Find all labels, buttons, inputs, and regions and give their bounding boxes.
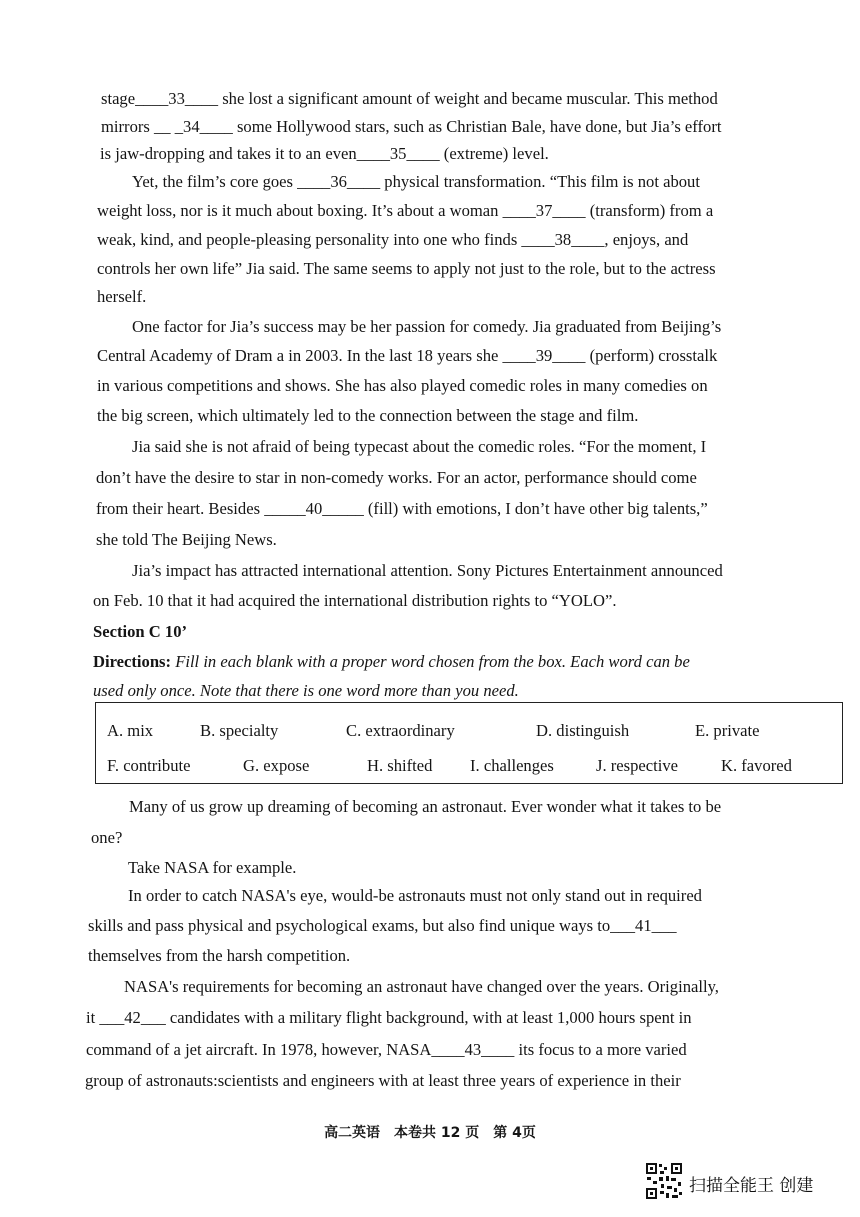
text-line: she told The Beijing News. bbox=[96, 530, 277, 549]
text-line: Yet, the film’s core goes ____36____ physical transformation. “This film is not about bbox=[132, 172, 700, 191]
text-line: from their heart. Besides _____40_____ (fill) with emotions, I don’t have other big talents,” bbox=[96, 499, 708, 518]
page-footer: 高二英语 本卷共 12 页 第 4页 bbox=[324, 1125, 536, 1141]
text-line: the big screen, which ultimately led to the connection between the stage and film. bbox=[97, 406, 639, 425]
text-line: skills and pass physical and psychological exams, but also find unique ways to___41___ bbox=[88, 916, 677, 935]
text-line: Jia said she is not afraid of being typecast about the comedic roles. “For the moment, I bbox=[132, 437, 707, 456]
word-option: H. shifted bbox=[367, 756, 433, 775]
word-option: I. challenges bbox=[470, 756, 554, 775]
text-line: weak, kind, and people-pleasing personality into one who finds ____38____, enjoys, and bbox=[97, 230, 689, 249]
scanner-watermark bbox=[645, 1162, 845, 1202]
directions-line: used only once. Note that there is one word more than you need. bbox=[93, 681, 519, 700]
directions-text: Fill in each blank with a proper word chosen from the box. Each word can be bbox=[175, 652, 690, 671]
text-line: it ___42___ candidates with a military flight background, with at least 1,000 hours spent in bbox=[86, 1008, 692, 1027]
text-line: is jaw-dropping and takes it to an even____35____ (extreme) level. bbox=[100, 144, 549, 163]
text-line: Take NASA for example. bbox=[128, 858, 297, 877]
text-line: Many of us grow up dreaming of becoming an astronaut. Ever wonder what it takes to be bbox=[129, 797, 722, 816]
text-line: on Feb. 10 that it had acquired the international distribution rights to “YOLO”. bbox=[93, 591, 617, 610]
word-option: A. mix bbox=[107, 721, 154, 740]
text-line: group of astronauts:scientists and engineers with at least three years of experience in their bbox=[85, 1071, 681, 1090]
section-heading: Section C 10’ bbox=[93, 622, 188, 641]
text-line: one? bbox=[91, 828, 123, 847]
text-line: in various competitions and shows. She has also played comedic roles in many comedies on bbox=[97, 376, 708, 395]
word-box bbox=[95, 702, 843, 784]
text-line: Jia’s impact has attracted international attention. Sony Pictures Entertainment announced bbox=[132, 561, 723, 580]
text-line: NASA's requirements for becoming an astronaut have changed over the years. Originally, bbox=[124, 977, 719, 996]
text-line: command of a jet aircraft. In 1978, however, NASA____43____ its focus to a more varied bbox=[86, 1040, 687, 1059]
word-option: G. expose bbox=[243, 756, 310, 775]
text-line: Central Academy of Dram a in 2003. In the last 18 years she ____39____ (perform) crosstalk bbox=[97, 346, 718, 365]
text-line: controls her own life” Jia said. The same seems to apply not just to the role, but to the actress bbox=[97, 259, 716, 278]
word-option: E. private bbox=[695, 721, 760, 740]
word-option: J. respective bbox=[596, 756, 679, 775]
text-line: weight loss, nor is it much about boxing. It’s about a woman ____37____ (transform) from a bbox=[97, 201, 714, 220]
text-line: herself. bbox=[97, 287, 147, 306]
directions-line bbox=[93, 652, 860, 672]
word-option: K. favored bbox=[721, 756, 792, 775]
text-line: mirrors __ _34____ some Hollywood stars, such as Christian Bale, have done, but Jia’s effort bbox=[101, 117, 722, 136]
directions-label: Directions: bbox=[93, 652, 172, 671]
text-line: One factor for Jia’s success may be her passion for comedy. Jia graduated from Beijing’s bbox=[132, 317, 722, 336]
text-line: themselves from the harsh competition. bbox=[88, 946, 351, 965]
qr-code-icon bbox=[645, 1162, 683, 1200]
text-line: In order to catch NASA's eye, would-be astronauts must not only stand out in required bbox=[128, 886, 702, 905]
watermark-text: 扫描全能王 创建 bbox=[689, 1176, 814, 1196]
word-option: B. specialty bbox=[200, 721, 279, 740]
text-line: don’t have the desire to star in non-comedy works. For an actor, performance should come bbox=[96, 468, 697, 487]
word-option: C. extraordinary bbox=[346, 721, 455, 740]
text-line: stage____33____ she lost a significant amount of weight and became muscular. This method bbox=[101, 89, 718, 108]
word-option: D. distinguish bbox=[536, 721, 630, 740]
word-option: F. contribute bbox=[107, 756, 191, 775]
